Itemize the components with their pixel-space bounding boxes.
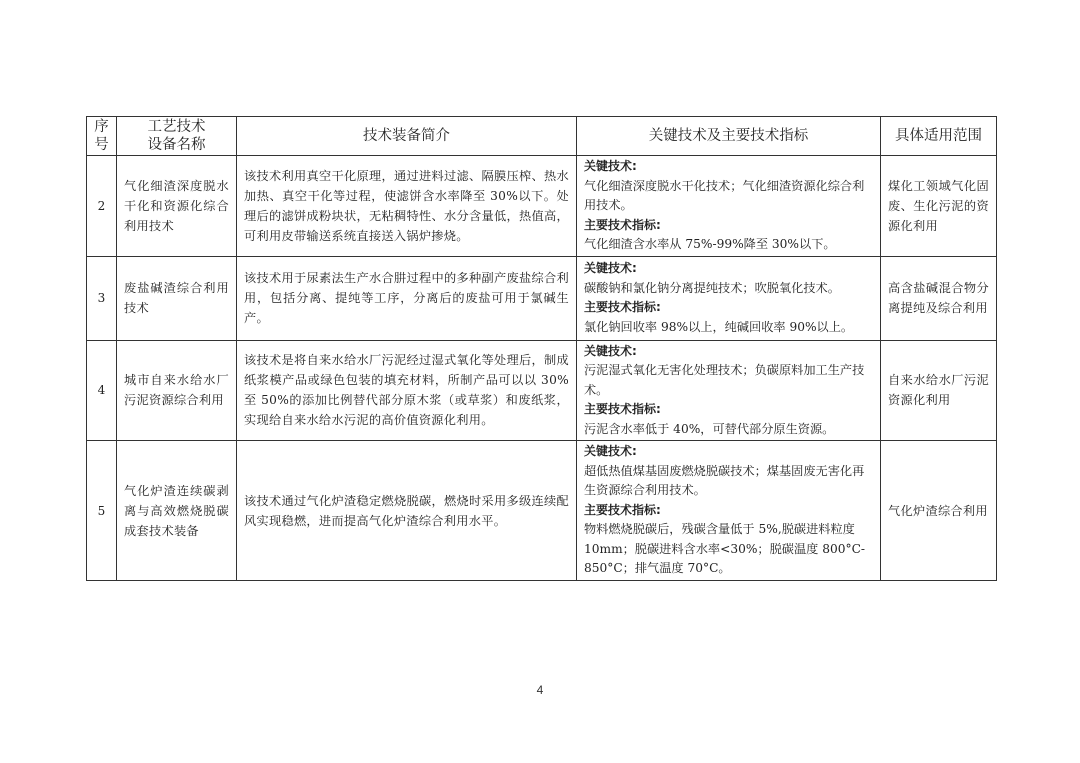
process-name: 气化炉渣连续碳剥离与高效燃烧脱碳成套技术装备 bbox=[117, 441, 237, 581]
scope: 煤化工领域气化固废、生化污泥的资源化利用 bbox=[881, 156, 997, 257]
indicator-text: 氯化钠回收率 98%以上，纯碱回收率 90%以上。 bbox=[584, 319, 854, 334]
header-key-tech: 关键技术及主要技术指标 bbox=[577, 117, 881, 156]
key-tech-text: 碳酸钠和氯化钠分离提纯技术；吹脱氧化技术。 bbox=[584, 280, 840, 295]
indicator-text: 污泥含水率低于 40%，可替代部分原生资源。 bbox=[584, 421, 835, 436]
header-scope: 具体适用范围 bbox=[881, 117, 997, 156]
key-tech-label: 关键技术: bbox=[584, 343, 637, 358]
scope: 高含盐碱混合物分离提纯及综合利用 bbox=[881, 256, 997, 340]
row-number: 5 bbox=[87, 441, 117, 581]
key-tech-cell bbox=[577, 256, 881, 340]
process-name: 城市自来水给水厂污泥资源综合利用 bbox=[117, 340, 237, 441]
key-tech-cell bbox=[577, 441, 881, 581]
indicator-label: 主要技术指标: bbox=[584, 402, 661, 416]
key-tech-text: 超低热值煤基固废燃烧脱碳技术；煤基固废无害化再生资源综合利用技术。 bbox=[584, 463, 865, 498]
table-header-row bbox=[87, 117, 997, 156]
page-number: 4 bbox=[536, 683, 544, 697]
process-intro: 该技术是将自来水给水厂污泥经过湿式氧化等处理后，制成纸浆模产品或绿色包装的填充材料，所制产品可以以 30%至 50%的添加比例替代部分原木浆（或草浆）和废纸浆，实现给自来水给水污泥的高价值资源化利用。 bbox=[237, 340, 577, 441]
key-tech-label: 关键技术: bbox=[584, 261, 637, 275]
process-name: 废盐碱渣综合利用技术 bbox=[117, 256, 237, 340]
header-process-name: 工艺技术 设备名称 bbox=[117, 117, 237, 156]
row-number: 4 bbox=[87, 340, 117, 441]
table-row bbox=[87, 340, 997, 441]
key-tech-cell bbox=[577, 340, 881, 441]
key-tech-cell bbox=[577, 156, 881, 257]
key-tech-label: 关键技术: bbox=[584, 159, 637, 173]
indicator-label: 主要技术指标: bbox=[584, 502, 661, 517]
row-number: 3 bbox=[87, 256, 117, 340]
table-row bbox=[87, 256, 997, 340]
process-intro: 该技术用于尿素法生产水合肼过程中的多种副产废盐综合利用，包括分离、提纯等工序，分离后的废盐可用于氯碱生产。 bbox=[237, 256, 577, 340]
table-row bbox=[87, 441, 997, 581]
key-tech-text: 气化细渣深度脱水干化技术；气化细渣资源化综合利用技术。 bbox=[584, 178, 865, 212]
process-name: 气化细渣深度脱水干化和资源化综合利用技术 bbox=[117, 156, 237, 257]
key-tech-label: 关键技术: bbox=[584, 444, 637, 459]
header-intro: 技术装备简介 bbox=[237, 117, 577, 156]
table-row bbox=[87, 156, 997, 257]
process-intro: 该技术利用真空干化原理，通过进料过滤、隔膜压榨、热水加热、真空干化等过程，使滤饼含水率降至 30%以下。处理后的滤饼成粉块状，无粘稠特性、水分含量低，热值高，可利用皮带输送系统直接送入锅炉掺烧。 bbox=[237, 156, 577, 257]
scope: 自来水给水厂污泥资源化利用 bbox=[881, 340, 997, 441]
scope: 气化炉渣综合利用 bbox=[881, 441, 997, 581]
technology-table bbox=[86, 116, 997, 581]
indicator-label: 主要技术指标: bbox=[584, 217, 661, 232]
process-intro: 该技术通过气化炉渣稳定燃烧脱碳，燃烧时采用多级连续配风实现稳燃，进而提高气化炉渣综合利用水平。 bbox=[237, 441, 577, 581]
row-number: 2 bbox=[87, 156, 117, 257]
indicator-label: 主要技术指标: bbox=[584, 300, 661, 314]
indicator-text: 物料燃烧脱碳后，残碳含量低于 5%,脱碳进料粒度 10mm；脱碳进料含水率<30%；脱碳温度 800°C-850°C；排气温度 70°C。 bbox=[584, 522, 866, 576]
header-serial-number: 序 号 bbox=[87, 117, 117, 156]
key-tech-text: 污泥湿式氧化无害化处理技术；负碳原料加工生产技术。 bbox=[584, 363, 865, 397]
indicator-text: 气化细渣含水率从 75%-99%降至 30%以下。 bbox=[584, 237, 836, 251]
